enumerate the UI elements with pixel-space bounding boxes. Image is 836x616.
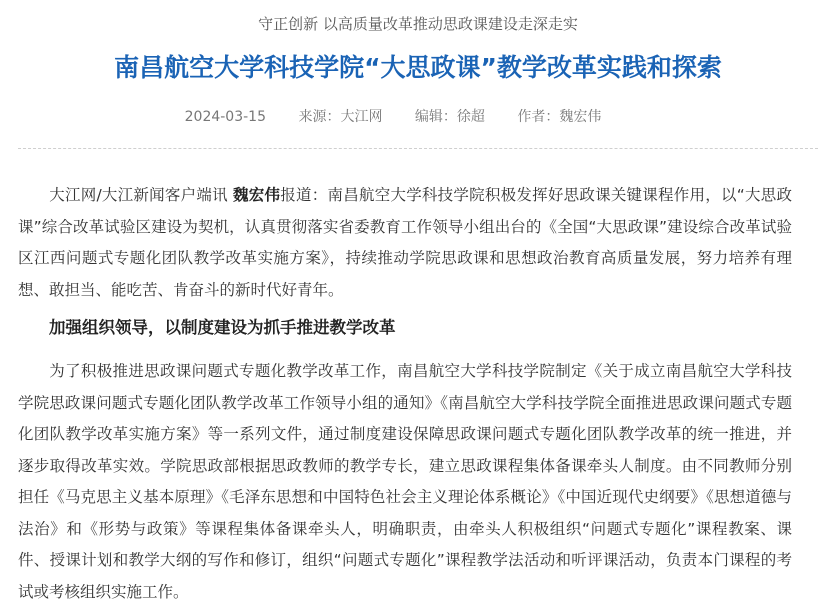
article-editor: 编辑：徐超 <box>414 109 485 125</box>
paragraph-intro-text: 报道：南昌航空大学科技学院积极发挥好思政课关键课程作用，以“大思政课”综合改革试验区建设为契机，认真贯彻落实省委教育工作领导小组出台的《全国“大思政课”建设综合改革试验区江西问题式专题化团队教学改革实施方案》，持续推动学院思政课和思想政治教育高质量发展，努力培养有理想、敢担当、能吃苦、肯奋斗的新时代好青年。 <box>18 186 792 299</box>
publish-date: 2024-03-15 <box>184 109 266 125</box>
article-subtitle: 守正创新 以高质量改革推动思政课建设走深走实 <box>258 15 578 33</box>
paragraph-reform <box>18 356 792 608</box>
divider <box>18 148 818 149</box>
article-meta <box>0 107 786 127</box>
dateline: 大江网/大江新闻客户端讯 <box>49 186 234 204</box>
article-title: 南昌航空大学科技学院“大思政课”教学改革实践和探索 <box>114 53 722 82</box>
paragraph-intro <box>18 180 792 306</box>
section-heading: 加强组织领导，以制度建设为抓手推进教学改革 <box>49 318 396 337</box>
article-author: 作者：魏宏伟 <box>517 109 602 125</box>
article-source: 来源：大江网 <box>298 109 383 125</box>
paragraph-reform-text: 为了积极推进思政课问题式专题化教学改革工作，南昌航空大学科技学院制定《关于成立南昌航空大学科技学院思政课问题式专题化团队教学改革工作领导小组的通知》《南昌航空大学科技学院全面推进思政课问题式专题化团队教学改革实施方案》等一系列文件，通过制度建设保障思政课问题式专题化团队教学改革的统一推进，并逐步取得改革实效。学院思政部根据思政教师的教学专长，建立思政课程集体备课牵头人制度。由不同教师分别担任《马克思主义基本原理》《毛泽东思想和中国特色社会主义理论体系概论》《中国近现代史纲要》《思想道德与法治》和《形势与政策》等课程集体备课牵头人，明确职责，由牵头人积极组织“问题式专题化”课程教案、课件、授课计划和教学大纲的写作和修订，组织“问题式专题化”课程教学法活动和听评课活动，负责本门课程的考试或考核组织实施工作。 <box>18 362 792 601</box>
reporter-name: 魏宏伟 <box>233 186 281 204</box>
